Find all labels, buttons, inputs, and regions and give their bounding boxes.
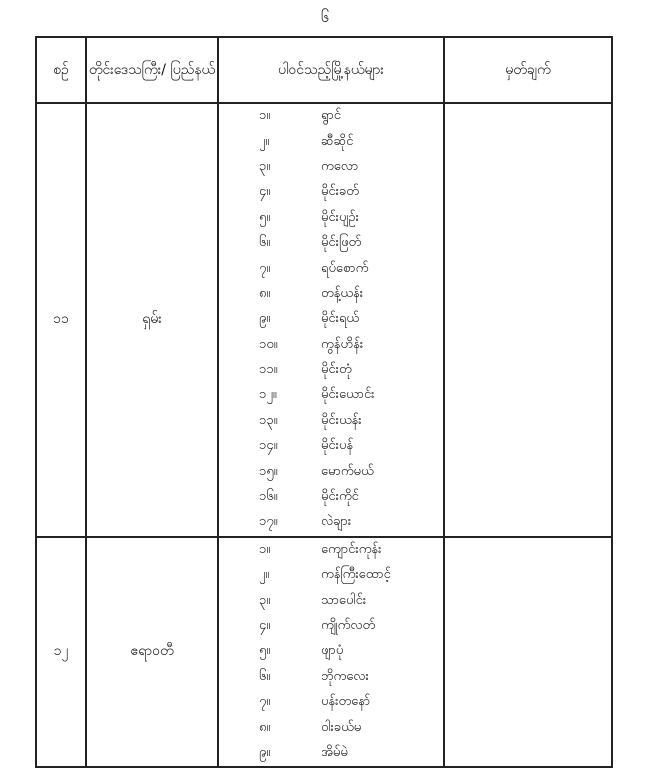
township-name: အိမ်မဲ (321, 744, 348, 760)
list-item (219, 383, 443, 408)
list-item (219, 333, 443, 358)
list-item (219, 231, 443, 256)
township-number: ၈။ (259, 719, 271, 735)
list-item (219, 459, 443, 484)
township-number: ၁၇။ (259, 514, 278, 530)
row-remarks (444, 537, 612, 768)
header-townships: ပါဝင်သည့်မြို့နယ်များ (218, 37, 444, 103)
township-number: ၂။ (259, 567, 270, 583)
township-name: ကျောင်းကုန်း (321, 541, 382, 557)
township-number: ၉။ (259, 311, 271, 327)
township-name: ကွန်ဟိန်း (321, 336, 364, 352)
header-remarks: မှတ်ချက် (444, 37, 612, 103)
township-name: ကလော (321, 158, 359, 174)
township-number: ၁၀။ (259, 336, 278, 352)
list-item (219, 510, 443, 535)
list-item (219, 155, 443, 180)
township-name: ပန်းတနော် (321, 694, 371, 710)
list-item (219, 358, 443, 383)
township-list (219, 538, 443, 767)
township-number: ၁။ (259, 108, 271, 124)
township-number: ၁၄။ (259, 438, 278, 454)
list-item (219, 639, 443, 664)
township-list-cell (218, 537, 444, 768)
township-name: ဖျာပုံ (321, 643, 344, 659)
township-number: ၅။ (259, 209, 271, 225)
township-number: ၁၅။ (259, 463, 278, 479)
list-item (219, 256, 443, 281)
township-number: ၁၆။ (259, 489, 278, 505)
row-region: ရှမ်း (86, 103, 218, 537)
township-list-cell (218, 103, 444, 537)
township-list (219, 104, 443, 536)
township-number: ၁၃။ (259, 412, 278, 428)
township-name: လဲချား (321, 514, 352, 530)
township-table (35, 36, 613, 768)
township-name: သာပေါင်း (321, 592, 367, 608)
township-name: မိုင်းယန်း (321, 412, 362, 428)
township-number: ၁၂။ (259, 387, 277, 403)
township-name: မိုင်းဖြတ် (321, 235, 362, 251)
township-number: ၄။ (259, 618, 271, 633)
township-name: မိုင်းပျဉ်း (321, 209, 359, 225)
township-name: ကန်ကြီးထောင့် (321, 567, 391, 583)
list-item (219, 129, 443, 154)
township-name: မောက်မယ် (321, 463, 374, 479)
township-number: ၆။ (259, 235, 271, 251)
header-row (36, 37, 612, 103)
page-number: ၆ (320, 8, 330, 26)
township-name: မိုင်းရယ် (321, 311, 360, 327)
table-row (36, 537, 612, 768)
township-number: ၁၁။ (259, 362, 278, 378)
township-number: ၄။ (259, 184, 271, 200)
list-item (219, 206, 443, 231)
township-name: မိုင်းတုံ (321, 362, 352, 378)
list-item (219, 434, 443, 459)
township-name: ရွာင် (321, 108, 342, 124)
township-name: မိုင်းယောင်း (321, 387, 375, 403)
list-item (219, 665, 443, 690)
township-name: ရပ်စောက် (321, 260, 369, 276)
row-region: ဧရာဝတီ (86, 537, 218, 768)
township-number: ၈။ (259, 285, 271, 301)
township-number: ၇။ (259, 260, 271, 276)
header-region: တိုင်းဒေသကြီး/ ပြည်နယ် (86, 37, 218, 103)
row-serial: ၁၁ (36, 103, 86, 537)
township-number: ၂။ (259, 133, 270, 149)
township-number: ၉။ (259, 744, 271, 760)
township-name: ဘိုကလေး (321, 668, 369, 684)
list-item (219, 307, 443, 332)
township-name: တန့်ယန်း (321, 285, 364, 301)
township-number: ၁။ (259, 541, 271, 557)
township-number: ၆။ (259, 668, 271, 684)
township-number: ၇။ (259, 694, 271, 710)
township-name: ဝါးခယ်မ (321, 719, 362, 735)
list-item (219, 538, 443, 563)
list-item (219, 180, 443, 205)
township-name: မိုင်းကိုင် (321, 489, 359, 505)
list-item (219, 614, 443, 639)
township-name: ဆီဆိုင် (321, 133, 354, 149)
list-item (219, 715, 443, 740)
township-number: ၅။ (259, 643, 271, 659)
row-serial: ၁၂ (36, 537, 86, 768)
header-serial: စဉ် (36, 37, 86, 103)
list-item (219, 563, 443, 588)
list-item (219, 690, 443, 715)
list-item (219, 741, 443, 766)
township-name: မိုင်းပန် (321, 438, 354, 454)
list-item (219, 485, 443, 510)
list-item (219, 282, 443, 307)
table-row (36, 103, 612, 537)
township-number: ၃။ (259, 592, 271, 608)
list-item (219, 409, 443, 434)
row-remarks (444, 103, 612, 537)
township-number: ၃။ (259, 158, 271, 174)
list-item (219, 588, 443, 613)
list-item (219, 104, 443, 129)
township-name: ကျိုက်လတ် (321, 618, 376, 633)
township-name: မိုင်းခတ် (321, 184, 359, 200)
